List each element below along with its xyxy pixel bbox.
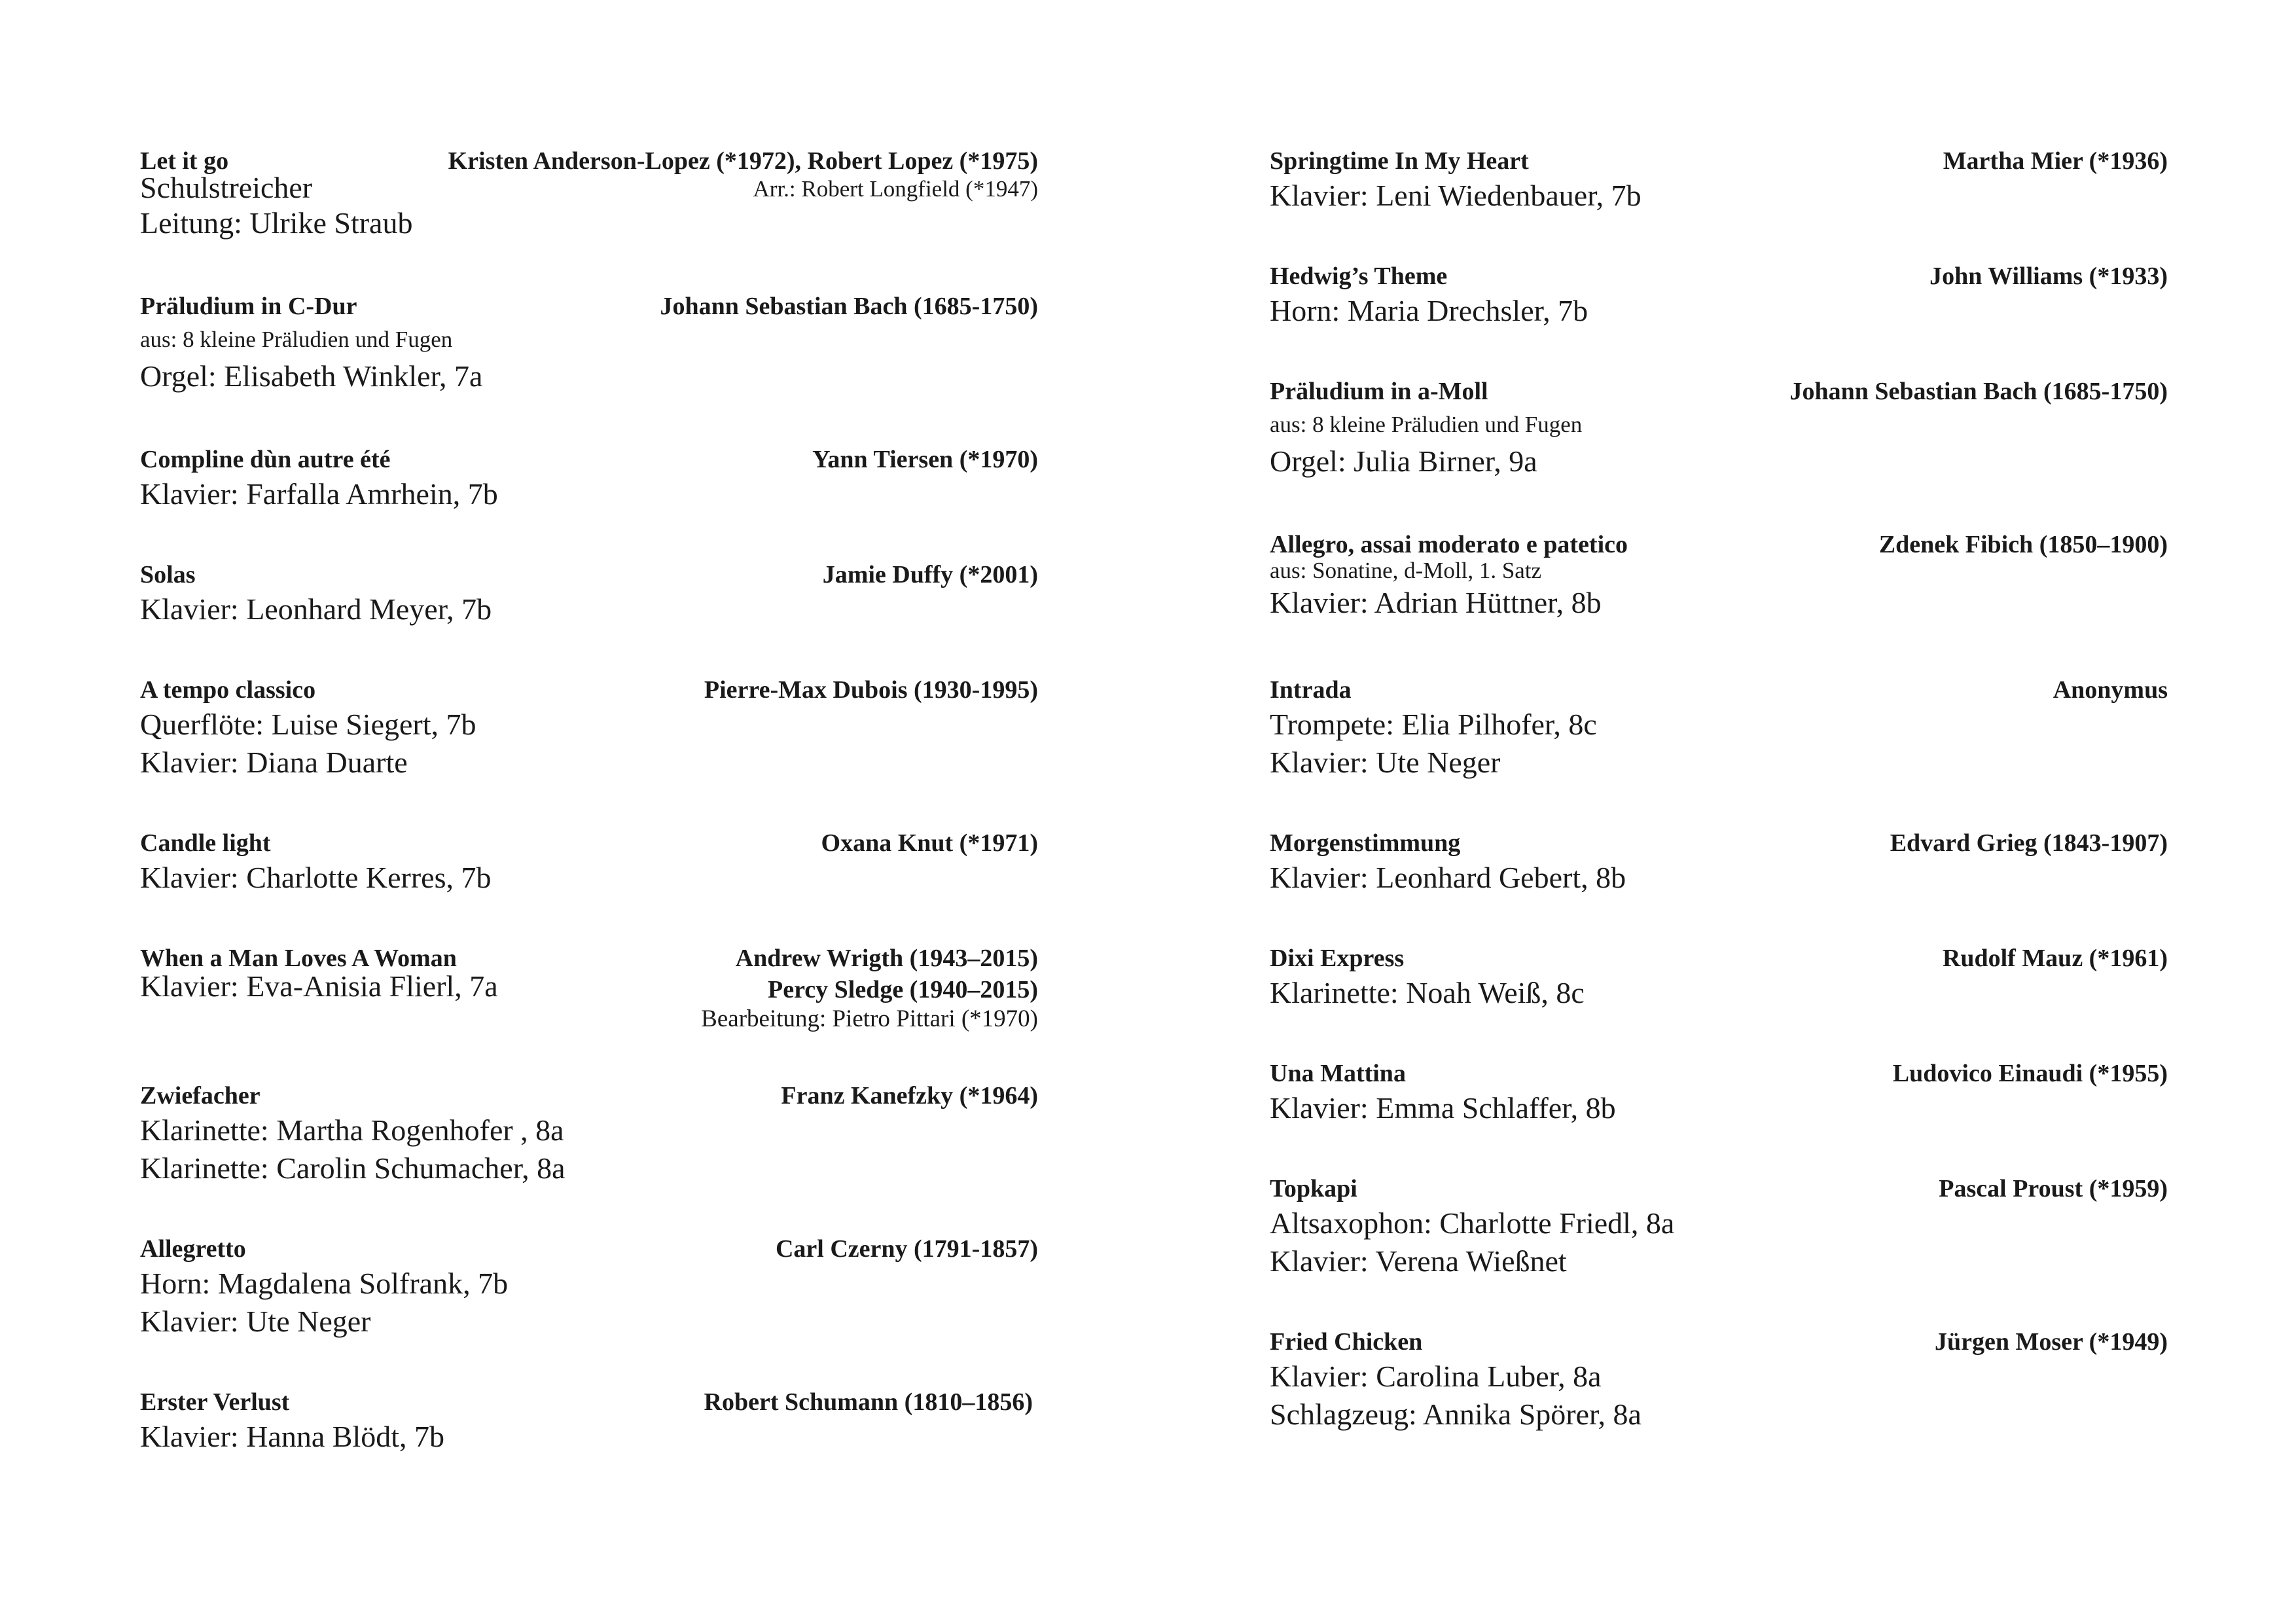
- performer-line: Klavier: Charlotte Kerres, 7b: [140, 861, 492, 894]
- program-entry: [140, 827, 1038, 897]
- performer-line: Klavier: Farfalla Amrhein, 7b: [140, 477, 498, 511]
- piece-title: Springtime In My Heart: [1270, 147, 1529, 175]
- piece-title: Let it go: [140, 147, 229, 175]
- arranger-credit: Bearbeitung: Pietro Pittari (*1970): [701, 1005, 1038, 1032]
- program-entry: [140, 674, 1038, 782]
- performer-line: Klavier: Leni Wiedenbauer, 7b: [1270, 179, 1641, 212]
- performer-line: Schlagzeug: Annika Spörer, 8a: [1270, 1398, 1641, 1431]
- composer-name: Jamie Duffy (*2001): [822, 561, 1038, 588]
- program-entry: [140, 291, 1038, 395]
- performer-line: Klavier: Diana Duarte: [140, 746, 408, 779]
- program-entry: [140, 1233, 1038, 1341]
- performer-line: Klavier: Leonhard Gebert, 8b: [1270, 861, 1626, 894]
- performer-line: Klavier: Adrian Hüttner, 8b: [1270, 586, 1602, 619]
- entry-header: [140, 1080, 1038, 1111]
- performer-line: Klavier: Eva-Anisia Flierl, 7a: [140, 969, 498, 1003]
- composer-name: Pascal Proust (*1959): [1939, 1175, 2168, 1202]
- piece-title: Candle light: [140, 829, 271, 857]
- program-entry: [140, 1080, 1038, 1187]
- program-entry: [1270, 674, 2168, 782]
- program-entry: [140, 943, 1038, 1032]
- composer-name: Carl Czerny (1791-1857): [775, 1235, 1038, 1263]
- composer-name: John Williams (*1933): [1929, 262, 2168, 290]
- performer-line: Querflöte: Luise Siegert, 7b: [140, 708, 476, 741]
- piece-title: Hedwig’s Theme: [1270, 262, 1448, 290]
- piece-subtitle: aus: Sonatine, d-Moll, 1. Satz: [1270, 558, 1542, 583]
- piece-title: Compline dùn autre été: [140, 446, 391, 473]
- entry-header: [1270, 1058, 2168, 1089]
- performer-line: Klavier: Hanna Blödt, 7b: [140, 1420, 445, 1453]
- piece-title: Solas: [140, 561, 196, 588]
- entry-header: [140, 444, 1038, 475]
- composer-name: Pierre-Max Dubois (1930-1995): [704, 676, 1038, 704]
- performer-line: Schulstreicher: [140, 171, 313, 204]
- program-entry: [1270, 145, 2168, 215]
- program-entry: [1270, 943, 2168, 1012]
- program-entry: [140, 145, 1038, 240]
- composer-name: Edvard Grieg (1843-1907): [1890, 829, 2168, 857]
- entry-header: [140, 827, 1038, 859]
- entry-header: [1270, 674, 2168, 706]
- piece-title: Allegro, assai moderato e patetico: [1270, 531, 1628, 558]
- piece-title: A tempo classico: [140, 676, 316, 704]
- piece-subtitle: aus: 8 kleine Präludien und Fugen: [140, 327, 453, 352]
- entry-header: [1270, 145, 2168, 177]
- entry-header: [140, 1233, 1038, 1265]
- composer-name: Kristen Anderson-Lopez (*1972), Robert Lopez (*1975): [448, 147, 1038, 175]
- piece-title: Una Mattina: [1270, 1060, 1406, 1087]
- piece-title: Zwiefacher: [140, 1082, 260, 1110]
- composer-name: Johann Sebastian Bach (1685-1750): [660, 293, 1038, 320]
- performer-line: Orgel: Elisabeth Winkler, 7a: [140, 359, 483, 393]
- composer-name: Johann Sebastian Bach (1685-1750): [1789, 378, 2168, 405]
- entry-header: [140, 674, 1038, 706]
- program-entry: [1270, 1058, 2168, 1127]
- program-entry: [1270, 261, 2168, 330]
- composer-name: Ludovico Einaudi (*1955): [1892, 1060, 2168, 1087]
- piece-title: Dixi Express: [1270, 945, 1405, 972]
- entry-header: [1270, 1173, 2168, 1204]
- entry-header: [140, 291, 1038, 322]
- performer-line: Klarinette: Carolin Schumacher, 8a: [140, 1151, 565, 1185]
- entry-header: [1270, 827, 2168, 859]
- program-entry: [140, 559, 1038, 628]
- composer-name: Franz Kanefzky (*1964): [781, 1082, 1038, 1110]
- entry-header: [140, 559, 1038, 590]
- piece-title: Topkapi: [1270, 1175, 1357, 1202]
- performer-line: Klavier: Emma Schlaffer, 8b: [1270, 1091, 1616, 1125]
- entry-header: [1270, 943, 2168, 974]
- piece-title: Fried Chicken: [1270, 1328, 1423, 1356]
- performer-line: Horn: Magdalena Solfrank, 7b: [140, 1267, 509, 1300]
- performer-line: Klarinette: Noah Weiß, 8c: [1270, 976, 1585, 1009]
- arranger-credit: Arr.: Robert Longfield (*1947): [753, 176, 1038, 202]
- entry-header: [1270, 529, 2168, 560]
- piece-title: Intrada: [1270, 676, 1352, 704]
- composer-name: Robert Schumann (1810–1856): [704, 1388, 1033, 1416]
- performer-line: Altsaxophon: Charlotte Friedl, 8a: [1270, 1206, 1675, 1240]
- composer-name: Jürgen Moser (*1949): [1934, 1328, 2168, 1356]
- performer-line: Orgel: Julia Birner, 9a: [1270, 444, 1537, 478]
- piece-title: Morgenstimmung: [1270, 829, 1461, 857]
- program-entry: [1270, 827, 2168, 897]
- program-entry: [140, 444, 1038, 513]
- program-entry: [1270, 529, 2168, 622]
- piece-title: When a Man Loves A Woman: [140, 945, 457, 972]
- entry-header: [1270, 261, 2168, 292]
- performer-line: Klavier: Verena Wießnet: [1270, 1244, 1567, 1278]
- piece-subtitle: aus: 8 kleine Präludien und Fugen: [1270, 412, 1583, 437]
- composer-name: Yann Tiersen (*1970): [812, 446, 1038, 473]
- entry-header: [1270, 1326, 2168, 1358]
- entry-header: [1270, 376, 2168, 407]
- composer-name: Martha Mier (*1936): [1943, 147, 2168, 175]
- piece-title: Erster Verlust: [140, 1388, 290, 1416]
- performer-line: Klavier: Carolina Luber, 8a: [1270, 1360, 1602, 1393]
- composer-name: Anonymus: [2053, 676, 2168, 704]
- piece-title: Präludium in C-Dur: [140, 293, 357, 320]
- performer-line: Klavier: Leonhard Meyer, 7b: [140, 592, 492, 626]
- program-entry: [140, 1386, 1038, 1456]
- piece-title: Präludium in a-Moll: [1270, 378, 1488, 405]
- program-entry: [1270, 1326, 2168, 1434]
- piece-title: Allegretto: [140, 1235, 246, 1263]
- performer-line: Leitung: Ulrike Straub: [140, 206, 413, 240]
- program-entry: [1270, 376, 2168, 480]
- composer-name: Oxana Knut (*1971): [821, 829, 1038, 857]
- composer-name: Andrew Wrigth (1943–2015): [735, 945, 1038, 972]
- performer-line: Klavier: Ute Neger: [140, 1305, 371, 1338]
- performer-line: Klarinette: Martha Rogenhofer , 8a: [140, 1113, 564, 1147]
- composer-name: Percy Sledge (1940–2015): [768, 976, 1038, 1003]
- program-entry: [1270, 1173, 2168, 1280]
- performer-line: Horn: Maria Drechsler, 7b: [1270, 294, 1588, 327]
- entry-header: [140, 1386, 1038, 1418]
- performer-line: Trompete: Elia Pilhofer, 8c: [1270, 708, 1597, 741]
- composer-name: Zdenek Fibich (1850–1900): [1878, 531, 2168, 558]
- composer-name: Rudolf Mauz (*1961): [1942, 945, 2168, 972]
- performer-line: Klavier: Ute Neger: [1270, 746, 1501, 779]
